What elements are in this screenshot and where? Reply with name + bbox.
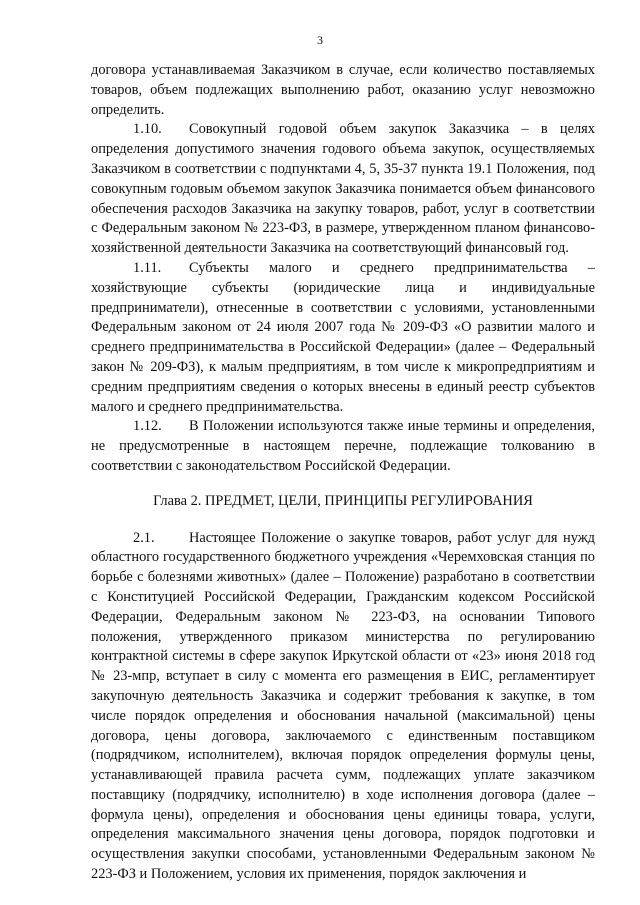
page-number: 3 xyxy=(317,33,323,47)
clause-2-1 xyxy=(91,529,595,885)
clause-number: 1.12. xyxy=(133,418,162,435)
clause-text: В Положении используются также иные термины и определения, не предусмотренные в настоящем перечне, подлежащие толкованию в соответствии с законодательством Российской Федерации. xyxy=(91,418,595,474)
clause-1-12 xyxy=(91,417,595,476)
continuation-paragraph: договора устанавливаемая Заказчиком в случае, если количество поставляемых товаров, объем подлежащих выполнению работ, оказанию услуг невозможно определить. xyxy=(91,62,595,118)
clause-number: 1.11. xyxy=(133,259,162,276)
clause-text: Настоящее Положение о закупке товаров, работ услуг для нужд областного государственного бюджетного учреждения «Черемховская станция по борьбе с болезнями животных» (далее – Положение) разработано в соответствии с Конституцией Российской Федерации, Гражданским кодексом Российской Федерации, Федеральным законом № 223-ФЗ, на основании Типового положения, утвержденного приказом министерства по регулированию контрактной системы в сфере закупок Иркутской области от «23» июня 2018 год № 23-мпр, вступает в силу с момента его размещения в ЕИС, регламентирует закупочную деятельность Заказчика и содержит требования к закупке, в том числе порядок определения и обоснования начальной (максимальной) цены договора, цены договора, заключаемого с единственным поставщиком (подрядчиком, исполнителем), включая порядок определения формулы цены, устанавливающей правила расчета сумм, подлежащих уплате заказчиком поставщику (подрядчику, исполнителю) в ходе исполнения договора (далее – формула цены), определения и обоснования цены единицы товара, услуги, определения максимального значения цены договора, порядок подготовки и осуществления закупки способами, установленными Федеральным законом № 223-ФЗ и Положением, условия их применения, порядок заключения и xyxy=(91,529,595,883)
clause-text: Субъекты малого и среднего предпринимательства – хозяйствующие субъекты (юридические лица и индивидуальные предприниматели), отнесенные в соответствии с условиями, установленными Федеральным законом от 24 июля 2007 года № 209-ФЗ «О развитии малого и среднего предпринимательства в Российской Федерации» (далее – Федеральный закон № 209-ФЗ), к малым предприятиям, в том числе к микропредприятиям и средним предприятиям сведения о которых внесены в единый реестр субъектов малого и среднего предпринимательства. xyxy=(91,259,595,415)
document-body xyxy=(91,61,595,885)
chapter-heading: Глава 2. ПРЕДМЕТ, ЦЕЛИ, ПРИНЦИПЫ РЕГУЛИРОВАНИЯ xyxy=(153,492,533,509)
clause-1-10 xyxy=(91,120,595,259)
clause-number: 2.1. xyxy=(133,529,155,546)
clause-text: Совокупный годовой объем закупок Заказчика – в целях определения допустимого значения годового объема закупок, осуществляемых Заказчиком в соответствии с подпунктами 4, 5, 35-37 пункта 19.1 Положения, под совокупным годовым объемом закупок Заказчика понимается объем финансового обеспечения расходов Заказчика на закупку товаров, работ, услуг в соответствии с Федеральным законом № 223-ФЗ, в размере, утвержденном планом финансово-хозяйственной деятельности Заказчика на соответствующий финансовый год. xyxy=(91,121,595,257)
clause-number: 1.10. xyxy=(133,121,162,138)
clause-1-11 xyxy=(91,259,595,417)
